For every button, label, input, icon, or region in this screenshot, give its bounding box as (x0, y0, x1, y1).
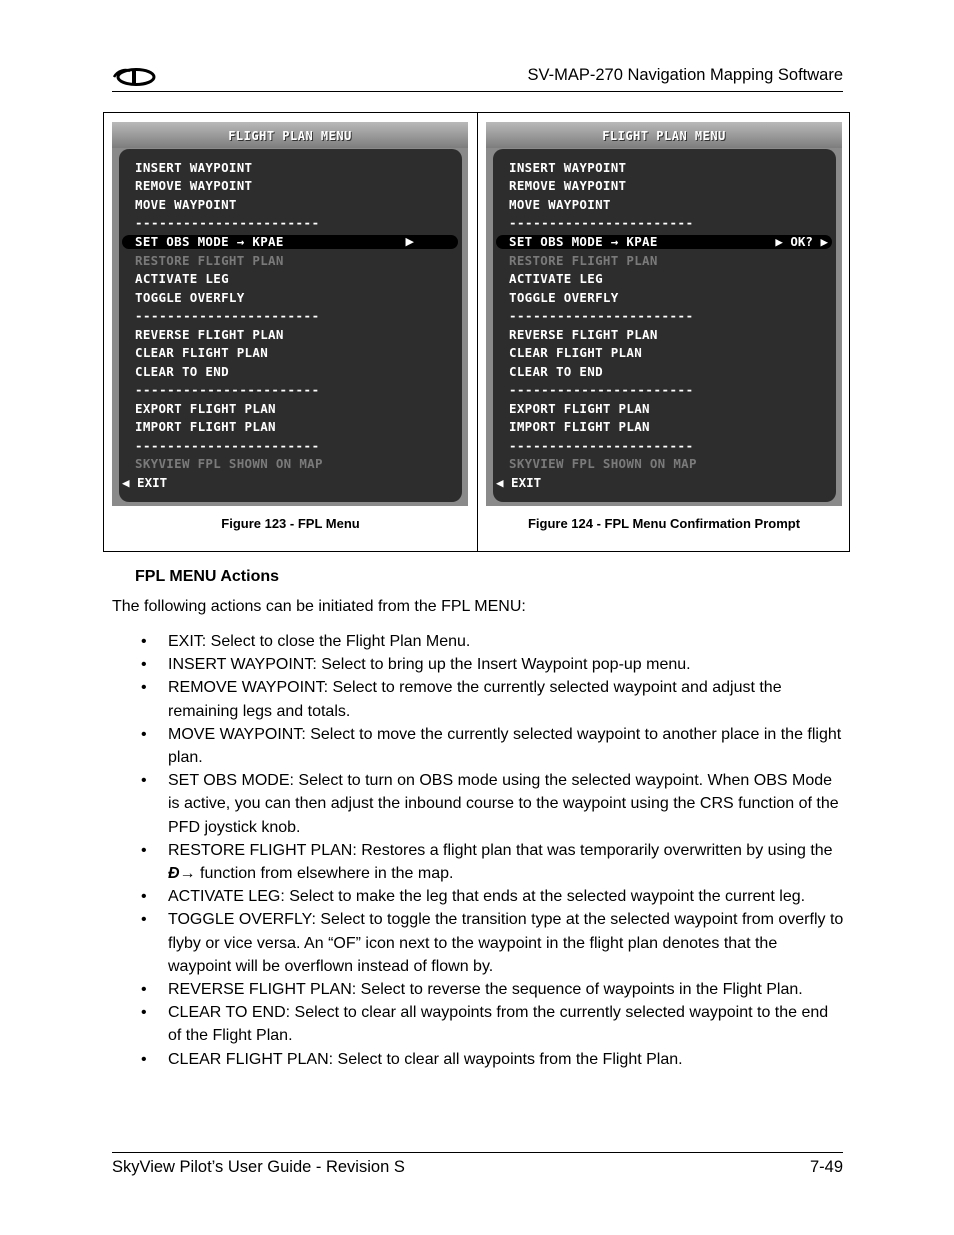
menu-remove-waypoint[interactable]: REMOVE WAYPOINT (509, 178, 627, 193)
list-item-text: SET OBS MODE: Select to turn on OBS mode using the selected waypoint. When OBS Mode is active, you can then adjust the inbound course to the waypoint using the CRS function of the PFD joystick knob. (168, 772, 839, 836)
direct-to-icon: Đ→ (168, 865, 196, 883)
menu-move-waypoint[interactable]: MOVE WAYPOINT (135, 197, 237, 212)
figure-cell-124 (478, 113, 850, 551)
menu-exit[interactable]: ◀ EXIT (496, 475, 542, 490)
section-title: FPL MENU Actions (135, 568, 280, 585)
menu-activate-leg[interactable]: ACTIVATE LEG (509, 271, 603, 286)
actions-list (112, 630, 844, 1071)
menu-separator: ----------------------- (135, 382, 320, 397)
menu-skyview-fpl-shown[interactable]: SKYVIEW FPL SHOWN ON MAP (135, 456, 323, 471)
bullet-icon: • (141, 888, 147, 906)
list-item-text: ACTIVATE LEG: Select to make the leg that ends at the selected waypoint the current leg. (168, 888, 806, 906)
list-item (112, 769, 844, 839)
list-item-text: EXIT: Select to close the Flight Plan Menu. (168, 633, 471, 650)
menu-separator: ----------------------- (135, 215, 320, 230)
menu-separator: ----------------------- (509, 308, 694, 323)
bullet-icon: • (141, 679, 147, 697)
list-item (112, 839, 844, 885)
screen-title: FLIGHT PLAN MENU (228, 129, 352, 143)
menu-set-obs-mode[interactable] (122, 235, 458, 249)
list-item (112, 653, 844, 676)
confirm-ok-prompt[interactable]: ▶ OK? ▶ (775, 234, 828, 249)
menu-move-waypoint[interactable]: MOVE WAYPOINT (509, 197, 611, 212)
dynon-logo-icon (112, 68, 156, 86)
list-item (112, 1048, 844, 1071)
screen-title-bar (112, 122, 468, 148)
list-item (112, 630, 844, 653)
footer-guide-title: SkyView Pilot’s User Guide - Revision S (112, 1158, 405, 1176)
screen-title: FLIGHT PLAN MENU (602, 129, 726, 143)
bullet-icon: • (141, 656, 147, 674)
list-item-text: CLEAR FLIGHT PLAN: Select to clear all waypoints from the Flight Plan. (168, 1050, 683, 1068)
list-item-text: MOVE WAYPOINT: Select to move the currently selected waypoint to another place in the flight plan. (168, 725, 842, 767)
bullet-icon: • (141, 633, 147, 650)
menu-separator: ----------------------- (135, 438, 320, 453)
bullet-icon: • (141, 911, 147, 929)
menu-insert-waypoint[interactable]: INSERT WAYPOINT (135, 160, 253, 175)
menu-clear-flight-plan[interactable]: CLEAR FLIGHT PLAN (509, 345, 643, 360)
menu-clear-to-end[interactable]: CLEAR TO END (509, 364, 603, 379)
menu-export-flight-plan[interactable]: EXPORT FLIGHT PLAN (509, 401, 650, 416)
menu-import-flight-plan[interactable]: IMPORT FLIGHT PLAN (509, 419, 650, 434)
menu-toggle-overfly[interactable]: TOGGLE OVERFLY (509, 290, 619, 305)
menu-insert-waypoint[interactable]: INSERT WAYPOINT (509, 160, 627, 175)
menu-panel (119, 149, 462, 502)
menu-clear-to-end[interactable]: CLEAR TO END (135, 364, 229, 379)
menu-separator: ----------------------- (135, 308, 320, 323)
menu-remove-waypoint[interactable]: REMOVE WAYPOINT (135, 178, 253, 193)
list-item (112, 676, 844, 722)
menu-skyview-fpl-shown[interactable]: SKYVIEW FPL SHOWN ON MAP (509, 456, 697, 471)
figure-caption: Figure 123 - FPL Menu (221, 516, 360, 531)
list-item (112, 723, 844, 769)
list-item-text: RESTORE FLIGHT PLAN: Restores a flight plan that was temporarily overwritten by using the (168, 841, 833, 859)
figure-table (103, 112, 850, 552)
list-item-text: function from elsewhere in the map. (195, 865, 454, 883)
list-item-text: INSERT WAYPOINT: Select to bring up the Insert Waypoint pop-up menu. (168, 656, 691, 674)
section-intro: The following actions can be initiated from the FPL MENU: (112, 598, 526, 615)
menu-toggle-overfly[interactable]: TOGGLE OVERFLY (135, 290, 245, 305)
figure-caption: Figure 124 - FPL Menu Confirmation Prompt (527, 516, 801, 531)
menu-exit[interactable]: ◀ EXIT (122, 475, 168, 490)
list-item (112, 885, 844, 908)
list-item-text: REVERSE FLIGHT PLAN: Select to reverse the sequence of waypoints in the Flight Plan. (168, 981, 803, 999)
menu-set-obs-mode[interactable] (496, 235, 832, 249)
menu-reverse-flight-plan[interactable]: REVERSE FLIGHT PLAN (509, 327, 658, 342)
menu-activate-leg[interactable]: ACTIVATE LEG (135, 271, 229, 286)
menu-set-obs-mode-label: SET OBS MODE → KPAE (135, 234, 284, 249)
page-footer (112, 1152, 843, 1176)
list-item-text: REMOVE WAYPOINT: Select to remove the currently selected waypoint and adjust the remaining legs and totals. (168, 679, 782, 720)
menu-separator: ----------------------- (509, 382, 694, 397)
menu-import-flight-plan[interactable]: IMPORT FLIGHT PLAN (135, 419, 276, 434)
screen-title-bar (486, 122, 842, 148)
menu-restore-flight-plan[interactable]: RESTORE FLIGHT PLAN (135, 253, 284, 268)
menu-set-obs-mode-label: SET OBS MODE → KPAE (509, 234, 658, 249)
menu-panel (493, 149, 836, 502)
submenu-arrow-icon: ▶ (405, 235, 414, 248)
page-number: 7-49 (809, 1158, 843, 1176)
bullet-icon: • (141, 772, 147, 790)
menu-clear-flight-plan[interactable]: CLEAR FLIGHT PLAN (135, 345, 269, 360)
bullet-icon: • (141, 981, 147, 999)
header-title: SV-MAP-270 Navigation Mapping Software (527, 66, 843, 84)
bullet-icon: • (141, 841, 147, 859)
menu-separator: ----------------------- (509, 438, 694, 453)
list-item (112, 978, 844, 1001)
bullet-icon: • (141, 725, 147, 743)
fpl-menu-screen (112, 122, 468, 506)
menu-reverse-flight-plan[interactable]: REVERSE FLIGHT PLAN (135, 327, 284, 342)
list-item-text: TOGGLE OVERFLY: Select to toggle the transition type at the selected waypoint from overfly to flyby or vice versa. An “OF” icon next to the waypoint in the flight plan denotes that the waypoint will be overflown instead of flown by. (168, 911, 844, 975)
figure-cell-123 (104, 113, 478, 551)
menu-separator: ----------------------- (509, 215, 694, 230)
bullet-icon: • (141, 1050, 147, 1068)
list-item (112, 1001, 844, 1047)
menu-export-flight-plan[interactable]: EXPORT FLIGHT PLAN (135, 401, 276, 416)
list-item (112, 908, 844, 978)
bullet-icon: • (141, 1004, 147, 1022)
fpl-menu-confirm-screen (486, 122, 842, 506)
list-item-text: CLEAR TO END: Select to clear all waypoints from the currently selected waypoint to the end of the Flight Plan. (168, 1004, 829, 1045)
menu-restore-flight-plan[interactable]: RESTORE FLIGHT PLAN (509, 253, 658, 268)
page-header (112, 64, 843, 92)
